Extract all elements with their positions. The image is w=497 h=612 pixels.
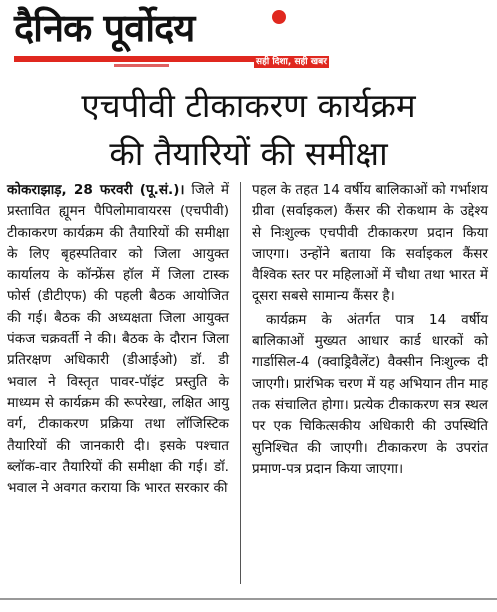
column-divider xyxy=(240,182,241,584)
bottom-rule xyxy=(0,598,497,600)
article-column-left xyxy=(7,180,229,499)
right-paragraph-1: पहल के तहत 14 वर्षीय बालिकाओं को गर्भाशय ग्रीवा (सर्वाइकल) कैंसर की रोकथाम के उद्देश्य से निःशुल्क एचपीवी टीकाकरण प्रदान किया जाएगा। उन्होंने बताया कि सर्वाइकल कैंसर वैश्विक स्तर पर महिलाओं में चौथा तथा भारत में दूसरा सबसे सामान्य कैंसर है। xyxy=(252,182,488,305)
logo-dot-icon xyxy=(272,10,286,24)
right-paragraph-2: कार्यक्रम के अंतर्गत पात्र 14 वर्षीय बालिकाओं मुख्यत आधार कार्ड धारकों को गार्डासिल-4 (क्वाड्रिवैलेंट) वैक्सीन निःशुल्क दी जाएगी। प्रारंभिक चरण में यह अभियान तीन माह तक संचालित होगा। प्रत्येक टीकाकरण सत्र स्थल पर एक चिकित्सकीय अधिकारी की उपस्थिति सुनिश्चित की जाएगी। टीकाकरण के उपरांत प्रमाण-पत्र प्रदान किया जाएगा। xyxy=(252,311,488,477)
masthead xyxy=(14,4,327,74)
headline-line-1: एचपीवी टीकाकरण कार्यक्रम xyxy=(81,86,416,125)
headline-line-2: की तैयारियों की समीक्षा xyxy=(109,134,388,173)
article-column-right xyxy=(252,180,488,480)
dateline: कोकराझाड़, 28 फरवरी (पू.सं.)। xyxy=(7,182,185,198)
masthead-strip xyxy=(114,64,169,67)
masthead-tagline: सही दिशा, सही खबर xyxy=(256,57,327,67)
newspaper-logo: दैनिक पूर्वोदय xyxy=(14,6,195,50)
article-headline xyxy=(0,82,497,178)
article-paragraph xyxy=(7,180,229,499)
left-paragraph-text: जिले में प्रस्तावित ह्यूमन पैपिलोमावायरस (एचपीवी) टीकाकरण कार्यक्रम की तैयारियों की समीक्षा के लिए बृहस्पतिवार को जिला आयुक्त कार्यालय के कॉन्फ्रेंस हॉल में जिला टास्क फोर्स (डीटीएफ) की पहली बैठक आयोजित की गई। बैठक की अध्यक्षता जिला आयुक्त पंकज चक्रवर्ती ने की। बैठक के दौरान जिला प्रतिरक्षण अधिकारी (डीआईओ) डॉ. डी भवाल ने विस्तृत पावर-पॉइंट प्रस्तुति के माध्यम से कार्यक्रम की रूपरेखा, लक्षित आयु वर्ग, टीकाकरण प्रक्रिया तथा लॉजिस्टिक तैयारियों की जानकारी दी। इसके पश्चात ब्लॉक-वार तैयारियों की समीक्षा की गई। डॉ. भवाल ने अवगत कराया कि भारत सरकार की xyxy=(7,182,229,497)
